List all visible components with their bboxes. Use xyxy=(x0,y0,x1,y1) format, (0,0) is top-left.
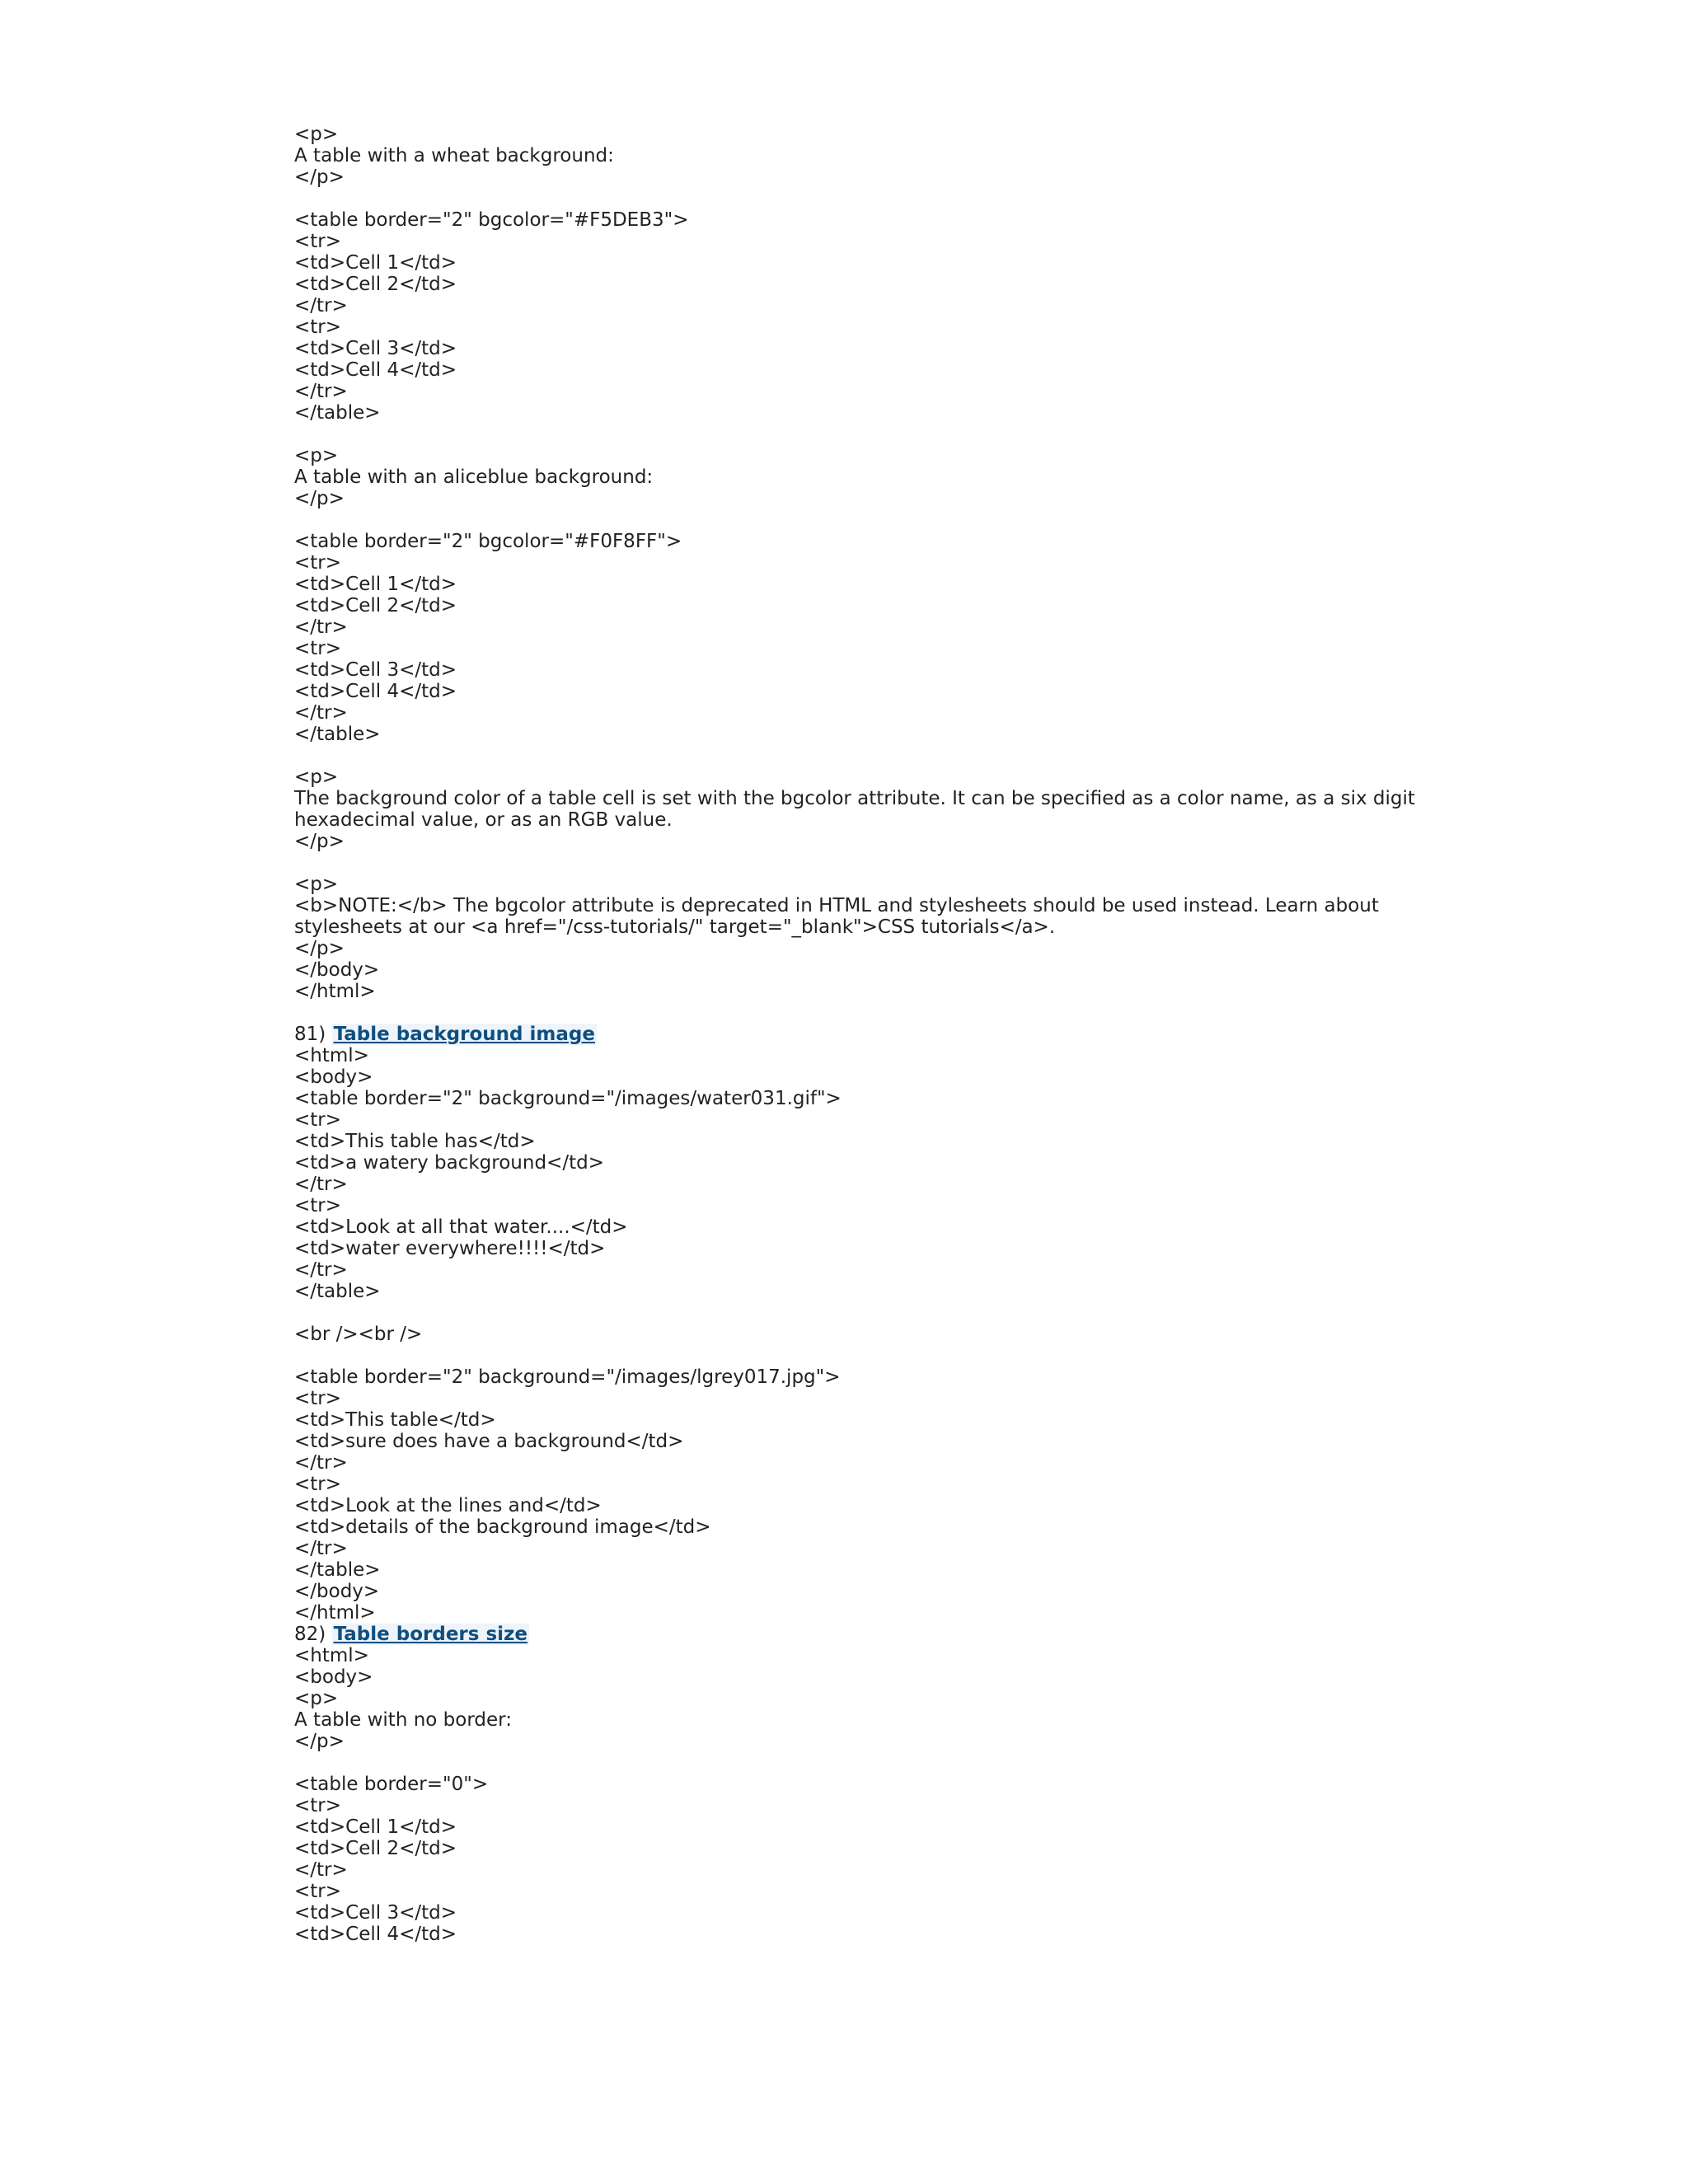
code-line: <p> xyxy=(294,445,339,466)
link-table-borders-size[interactable]: Table borders size xyxy=(333,1624,528,1645)
code-line: </p> xyxy=(294,831,345,852)
paragraph-bgcolor-description: The background color of a table cell is set with the bgcolor attribute. It can be specified as a color name, as a six digit hexadecimal value, or as an RGB value. xyxy=(294,788,1415,831)
code-line: A table with no border: xyxy=(294,1709,512,1731)
code-line: <td>Cell 1</td> xyxy=(294,252,457,274)
link-table-background-image[interactable]: Table background image xyxy=(333,1024,595,1045)
code-line: <table border="2" bgcolor="#F0F8FF"> xyxy=(294,531,682,552)
code-line: <tr> xyxy=(294,231,342,252)
code-line: <td>Cell 4</td> xyxy=(294,1924,457,1945)
code-line: <p> xyxy=(294,766,339,788)
code-line: <td>sure does have a background</td> xyxy=(294,1431,684,1452)
heading-82 xyxy=(294,1624,1440,1645)
code-line: <td>Look at all that water....</td> xyxy=(294,1216,628,1238)
code-line xyxy=(294,188,1440,209)
code-line: <td>This table</td> xyxy=(294,1409,496,1431)
code-line: </tr> xyxy=(294,1452,348,1474)
code-line: <td>Cell 3</td> xyxy=(294,1902,457,1924)
code-line xyxy=(294,1002,1440,1024)
code-line: <td>Cell 3</td> xyxy=(294,338,457,359)
code-line xyxy=(294,1345,1440,1366)
code-block-1 xyxy=(294,124,1440,788)
code-line: <tr> xyxy=(294,1881,342,1902)
code-line: </p> xyxy=(294,1731,345,1752)
code-line: <td>Cell 1</td> xyxy=(294,574,457,595)
code-line: <tr> xyxy=(294,1474,342,1495)
code-line xyxy=(294,745,1440,766)
code-line: </tr> xyxy=(294,702,348,724)
code-line xyxy=(294,1302,1440,1324)
code-line: <tr> xyxy=(294,1109,342,1131)
code-line: </tr> xyxy=(294,295,348,316)
code-line xyxy=(294,852,1440,874)
code-line: <td>Cell 2</td> xyxy=(294,1838,457,1859)
code-line: </tr> xyxy=(294,381,348,402)
code-line: <td>Cell 3</td> xyxy=(294,659,457,681)
code-line: </p> xyxy=(294,938,345,959)
code-line: </body> xyxy=(294,1581,380,1602)
code-block-4 xyxy=(294,1045,1440,1624)
code-line: <td>Look at the lines and</td> xyxy=(294,1495,602,1516)
code-line: <tr> xyxy=(294,1388,342,1409)
code-line: </tr> xyxy=(294,1259,348,1281)
code-line: <td>details of the background image</td> xyxy=(294,1516,711,1538)
code-line xyxy=(294,424,1440,445)
code-line: <body> xyxy=(294,1066,373,1088)
code-line: </p> xyxy=(294,166,345,188)
heading-81-number: 81) xyxy=(294,1024,332,1045)
code-line: <p> xyxy=(294,874,339,895)
code-line: <tr> xyxy=(294,316,342,338)
code-line: </table> xyxy=(294,724,381,745)
code-line: <td>This table has</td> xyxy=(294,1131,536,1152)
code-line: <table border="2" background="/images/lgrey017.jpg"> xyxy=(294,1366,841,1388)
code-line: A table with an aliceblue background: xyxy=(294,466,654,488)
code-line: A table with a wheat background: xyxy=(294,145,614,166)
code-line: <tr> xyxy=(294,552,342,574)
code-line: <table border="2" bgcolor="#F5DEB3"> xyxy=(294,209,689,231)
code-line: <br /><br /> xyxy=(294,1324,423,1345)
code-line: <body> xyxy=(294,1666,373,1688)
code-line: </table> xyxy=(294,402,381,424)
code-line: </tr> xyxy=(294,616,348,638)
code-line: <tr> xyxy=(294,1195,342,1216)
paragraph-note: <b>NOTE:</b> The bgcolor attribute is deprecated in HTML and stylesheets should be used instead. Learn about stylesheets at our <a href="/css-tutorials/" target="_blank">CSS tutorials</a>. xyxy=(294,895,1379,938)
code-line xyxy=(294,1752,1440,1774)
code-block-3 xyxy=(294,938,1440,1024)
code-line: <p> xyxy=(294,124,339,145)
code-line: <td>water everywhere!!!!</td> xyxy=(294,1238,606,1259)
heading-82-number: 82) xyxy=(294,1624,332,1645)
code-line: <html> xyxy=(294,1645,369,1666)
code-line: <p> xyxy=(294,1688,339,1709)
code-block-5 xyxy=(294,1645,1440,1945)
code-line: </html> xyxy=(294,981,376,1002)
code-line: </tr> xyxy=(294,1538,348,1559)
code-line: <td>Cell 1</td> xyxy=(294,1816,457,1838)
code-line: <table border="2" background="/images/water031.gif"> xyxy=(294,1088,842,1109)
code-line: <tr> xyxy=(294,638,342,659)
code-line: <td>Cell 2</td> xyxy=(294,274,457,295)
code-line: <tr> xyxy=(294,1795,342,1816)
document-page xyxy=(294,124,1440,1945)
code-line: </table> xyxy=(294,1281,381,1302)
code-line: <td>Cell 4</td> xyxy=(294,681,457,702)
code-line: </p> xyxy=(294,488,345,509)
code-line: <html> xyxy=(294,1045,369,1066)
code-line: </html> xyxy=(294,1602,376,1624)
code-line: </tr> xyxy=(294,1174,348,1195)
code-line: </tr> xyxy=(294,1859,348,1881)
code-block-2 xyxy=(294,831,1440,895)
code-line: <td>a watery background</td> xyxy=(294,1152,604,1174)
code-line: <td>Cell 4</td> xyxy=(294,359,457,381)
code-line: <table border="0"> xyxy=(294,1774,489,1795)
code-line: </table> xyxy=(294,1559,381,1581)
code-line: <td>Cell 2</td> xyxy=(294,595,457,616)
code-line: </body> xyxy=(294,959,380,981)
code-line xyxy=(294,509,1440,531)
heading-81 xyxy=(294,1024,1440,1045)
